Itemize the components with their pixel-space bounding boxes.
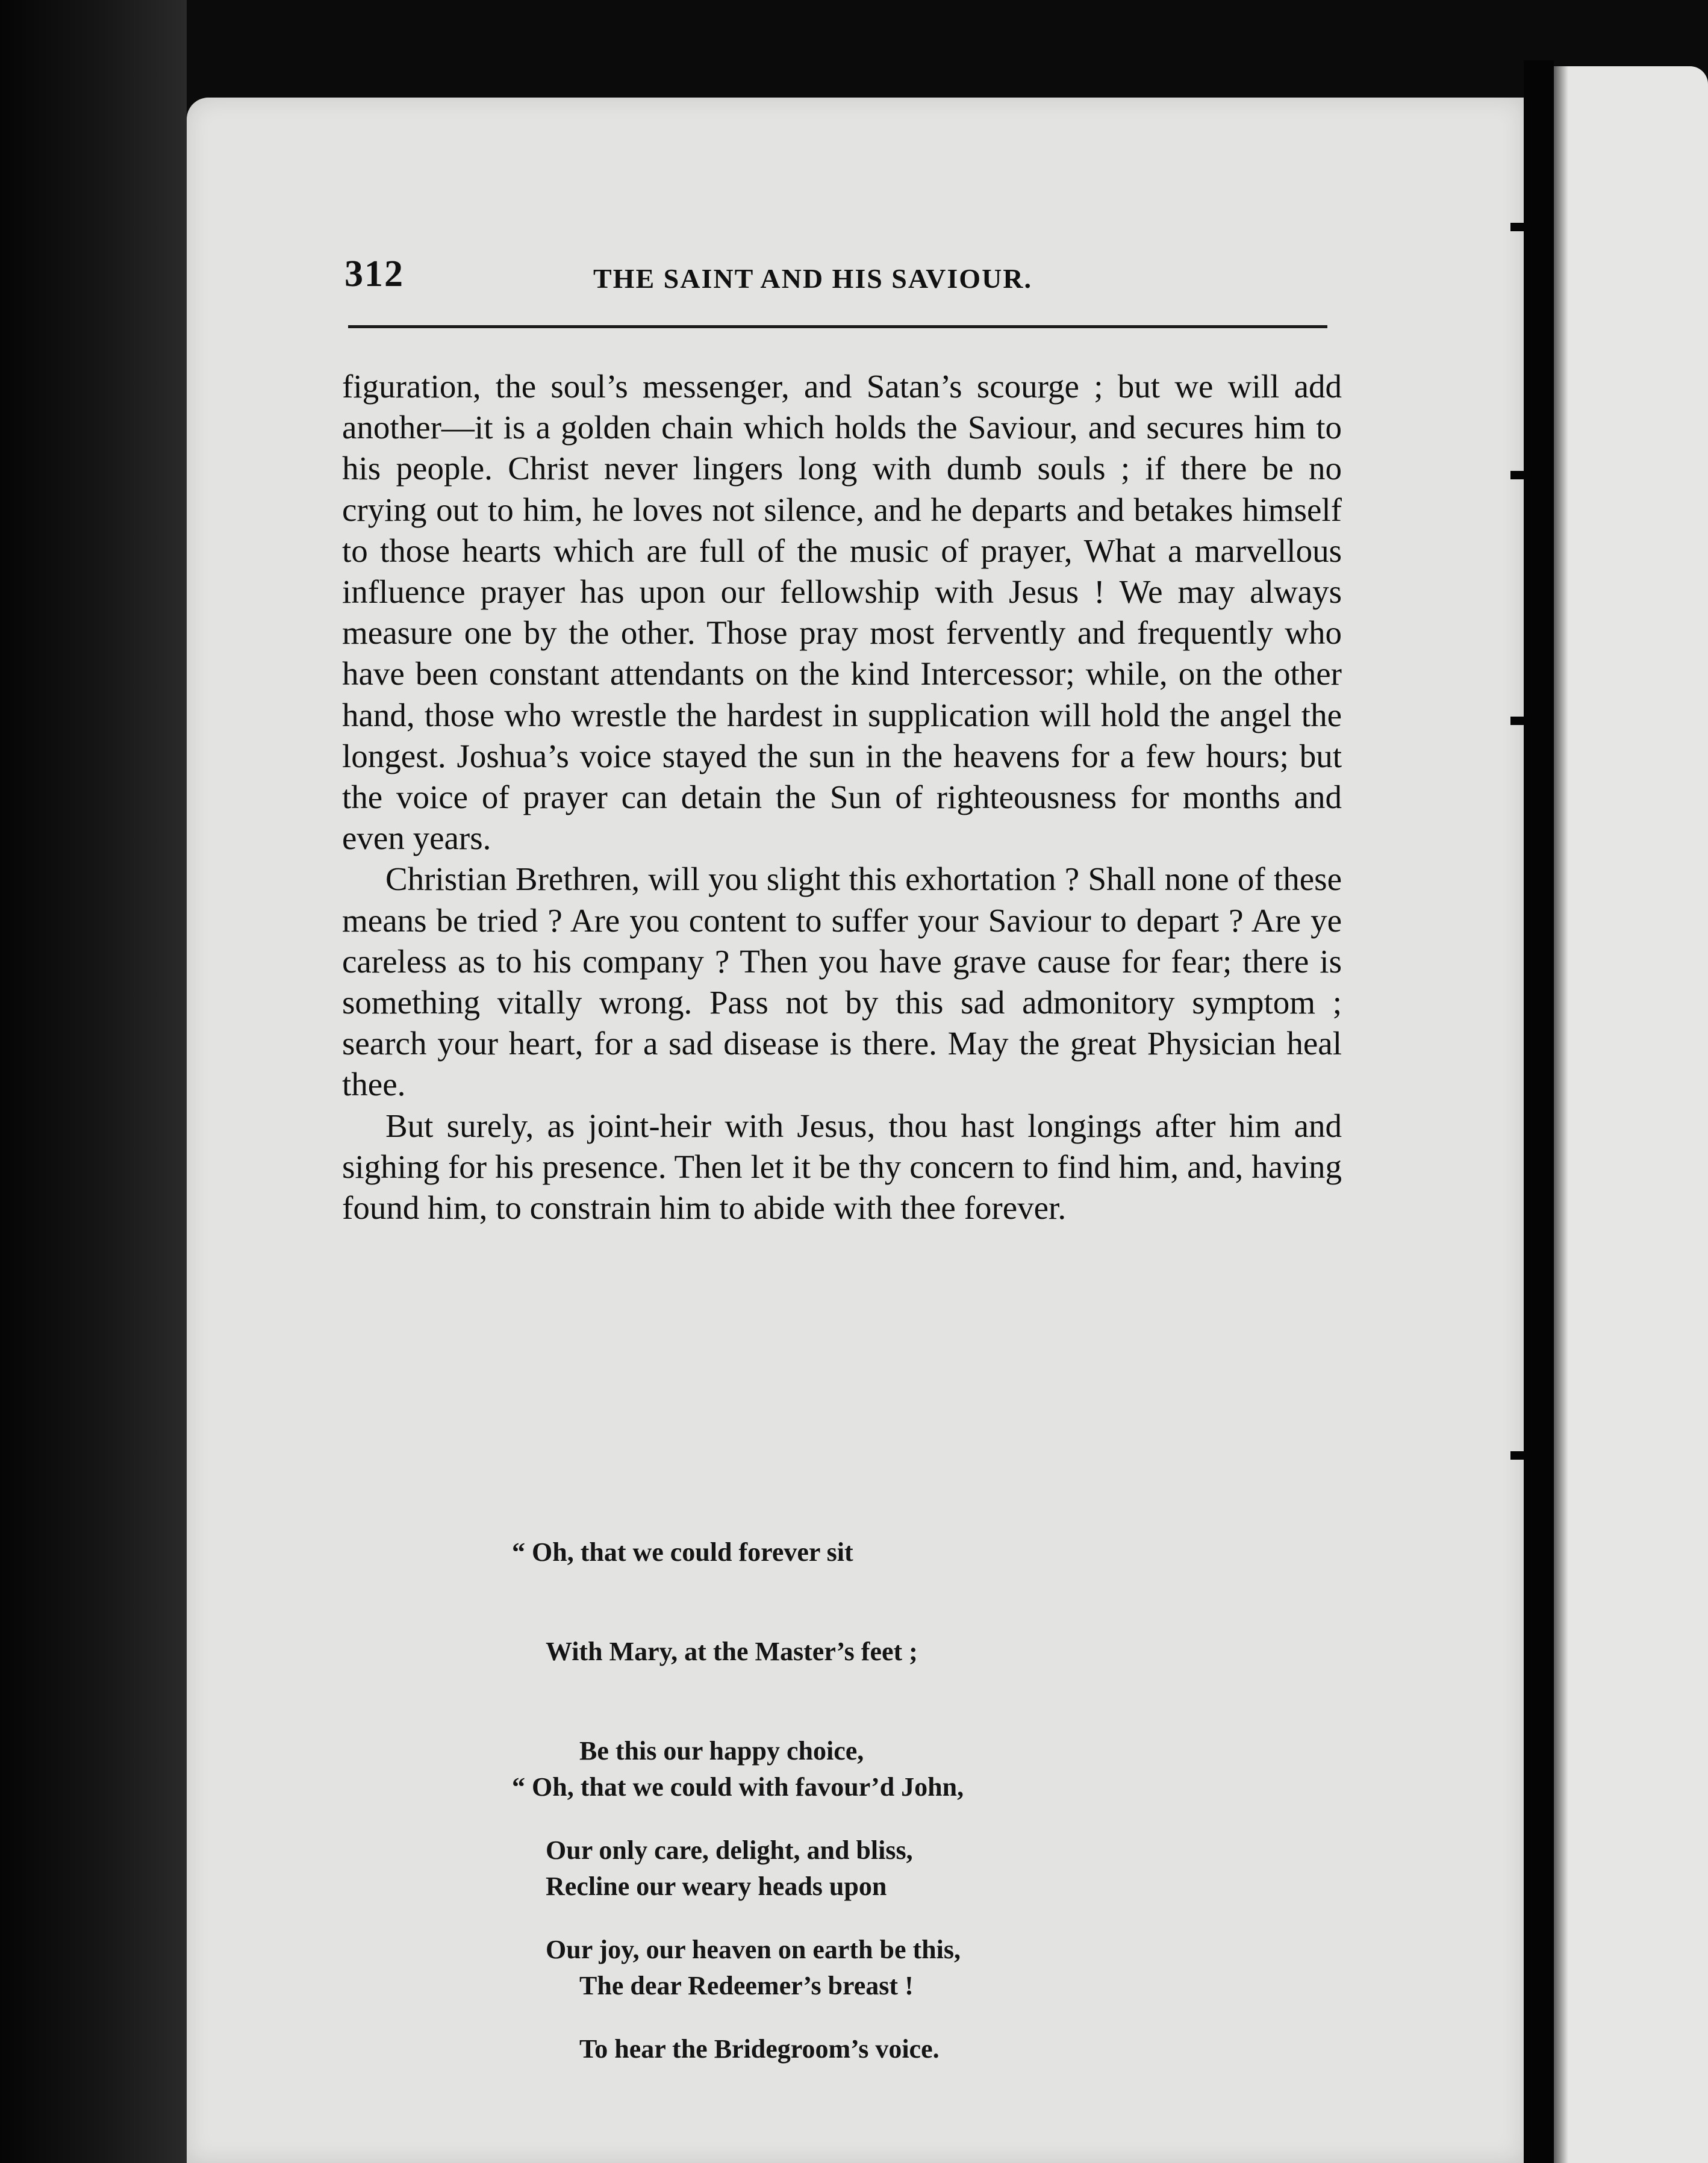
facing-page-edge <box>1554 66 1708 2163</box>
verse-line: The dear Redeemer’s breast ! <box>579 1971 914 2000</box>
verse-line: Be this our happy choice, <box>579 1736 864 1766</box>
header-rule <box>348 325 1327 328</box>
verse-line: “ Oh, that we could forever sit <box>512 1537 853 1567</box>
verse-line: To hear the Bridegroom’s voice. <box>579 2034 940 2064</box>
facing-page-shadow <box>1554 66 1568 2163</box>
book-gutter <box>1524 60 1554 2163</box>
book-edge-shadow <box>0 0 187 2163</box>
verse-line: “ Oh, that we could with favour’d John, <box>512 1772 964 1802</box>
body-text <box>342 366 1342 1228</box>
paragraph: Christian Brethren, will you slight this exhortation ? Shall none of these means be tried ? Are you content to suffer your Saviour to depart ? Are ye careless as to his company ? Then you have grave cause for fear; there is something vitally wrong. Pass not by this sad admonitory symptom ; search your heart, for a sad disease is there. May the great Physician heal thee. <box>342 861 1342 1103</box>
verse-line: Our joy, our heaven on earth be this, <box>546 1935 961 1964</box>
binding-notch <box>1510 717 1537 725</box>
binding-notch <box>1510 471 1537 479</box>
running-title: THE SAINT AND HIS SAVIOUR. <box>593 263 1033 294</box>
verse-stanza <box>512 1704 964 2068</box>
verse-line: Recline our weary heads upon <box>546 1872 887 1901</box>
page-number: 312 <box>344 254 404 294</box>
verse-line: Our only care, delight, and bliss, <box>546 1835 913 1865</box>
binding-notch <box>1510 223 1537 231</box>
paragraph: But surely, as joint-heir with Jesus, thou hast longings after him and sighing for his presence. Then let it be thy concern to find him, and, having found him, to constrain him to abide with thee forever. <box>342 1107 1342 1227</box>
paragraph: figuration, the soul’s messenger, and Satan’s scourge ; but we will add another—it is a golden chain which holds the Saviour, and secures him to his people. Christ never lingers long with dumb souls ; if there be no crying out to him, he loves not silence, and he departs and betakes himself to those hearts which are full of the music of prayer, What a marvellous influence prayer has upon our fellowship with Jesus ! We may always measure one by the other. Those pray most fervently and frequently who have been constant attendants on the kind Intercessor; while, on the other hand, those who wrestle the hardest in supplication will hold the angel the longest. Joshua’s voice stayed the sun in the heavens for a few hours; but the voice of prayer can detain the Sun of righteousness for months and even years. <box>342 368 1342 857</box>
verse-line: With Mary, at the Master’s feet ; <box>546 1637 918 1666</box>
binding-notch <box>1510 1451 1537 1460</box>
